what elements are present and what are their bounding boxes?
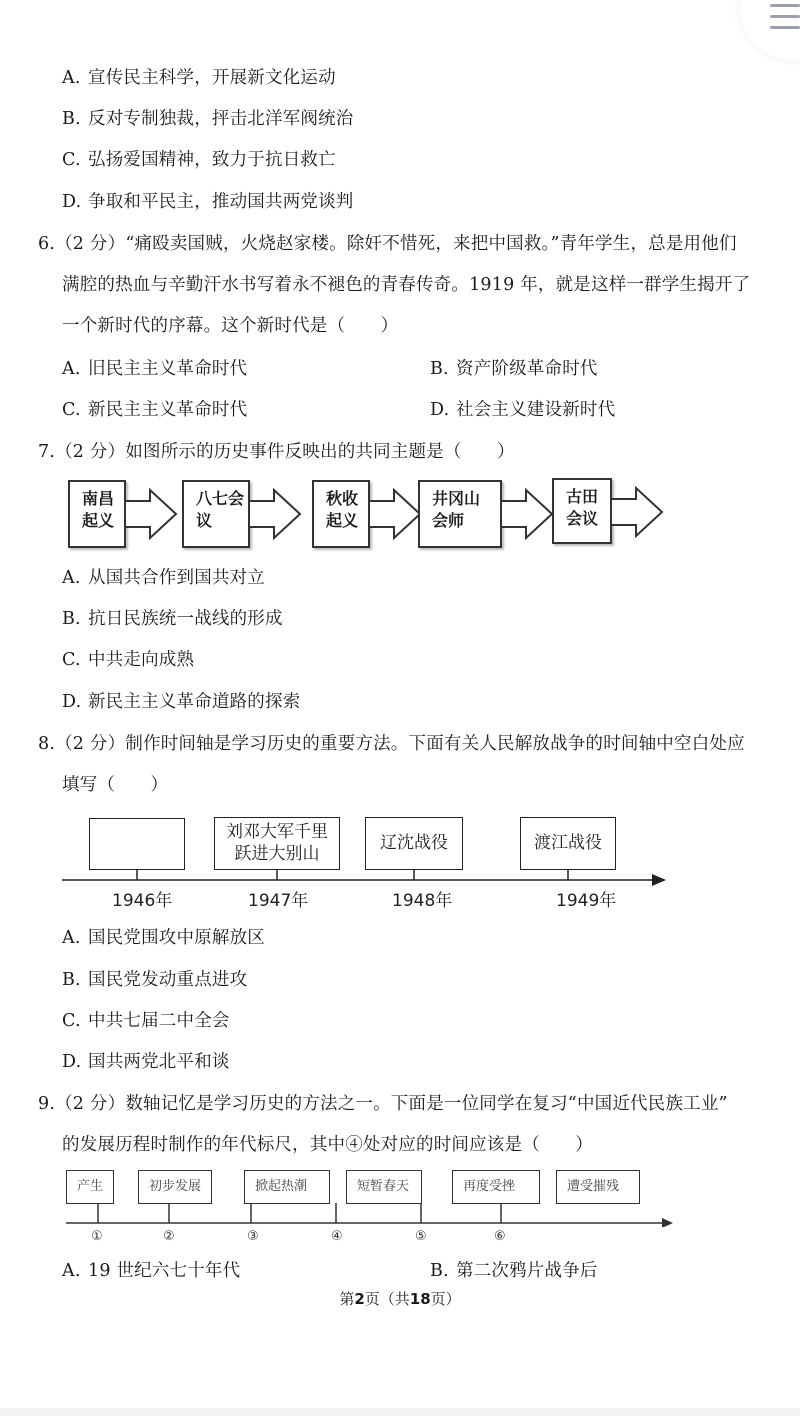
timeline-box-blank [89,818,185,870]
arrow-right-icon [500,488,556,540]
flow-box: 古田 会议 [552,478,612,544]
page-number: 第2页（共18页） [339,1290,461,1308]
option-a: A. 从国共合作到国共对立 [62,568,265,588]
scale-box: 产生 [66,1170,114,1204]
question-stem-line: 一个新时代的序幕。这个新时代是（ ） [62,316,399,336]
option-b: B. 资产阶级革命时代 [430,359,598,379]
bottom-edge [0,1408,800,1416]
question-stem-line: 满腔的热血与辛勤汗水书写着永不褪色的青春传奇。1919 年，就是这样一群学生揭开了 [62,275,751,295]
option-d: D. 争取和平民主，推动国共两党谈判 [62,192,354,212]
flow-box: 南昌 起义 [68,480,126,548]
scale-mark: ① [91,1229,103,1244]
flow-box: 井冈山 会师 [418,480,502,548]
option-c: C. 中共走向成熟 [62,650,195,670]
option-c: C. 弘扬爱国精神，致力于抗日救亡 [62,150,336,170]
scale-box: 初步发展 [138,1170,212,1204]
scale-box: 短暂春天 [346,1170,422,1204]
option-a: A. 国民党围攻中原解放区 [62,928,265,948]
scale-mark: ④ [331,1229,343,1244]
question-stem: 7.（2 分）如图所示的历史事件反映出的共同主题是（ ） [38,442,515,462]
question-stem: 8.（2 分）制作时间轴是学习历史的重要方法。下面有关人民解放战争的时间轴中空白处应 [38,734,745,754]
scale-axis [60,1203,680,1227]
scale-box: 遭受摧残 [556,1170,640,1204]
arrow-right-icon [610,486,666,538]
option-a: A. 旧民主主义革命时代 [62,359,248,379]
menu-button[interactable] [740,0,800,60]
question-stem: 9.（2 分）数轴记忆是学习历史的方法之一。下面是一位同学在复习“中国近代民族工业” [38,1094,728,1114]
scale-mark: ⑤ [415,1229,427,1244]
option-d: D. 社会主义建设新时代 [430,400,616,420]
arrow-right-icon [124,488,180,540]
timeline-box: 辽沈战役 [365,817,463,870]
option-b: B. 国民党发动重点进攻 [62,970,248,990]
option-a: A. 宣传民主科学，开展新文化运动 [62,68,336,88]
arrow-right-icon [248,488,304,540]
timeline-axis [60,868,670,888]
flow-box: 八七会 议 [182,480,250,548]
question-stem: 6.（2 分）“痛殴卖国贼，火烧赵家楼。除奸不惜死，来把中国救。”青年学生，总是用他们 [38,234,737,254]
option-b: B. 第二次鸦片战争后 [430,1261,598,1281]
arrow-right-icon [368,488,424,540]
timeline-year: 1948年 [392,891,453,911]
scale-mark: ⑥ [494,1229,506,1244]
option-a: A. 19 世纪六七十年代 [62,1261,241,1281]
scale-box: 掀起热潮 [244,1170,330,1204]
option-d: D. 新民主主义革命道路的探索 [62,692,301,712]
question-stem-line: 的发展历程时制作的年代标尺，其中④处对应的时间应该是（ ） [62,1135,593,1155]
flow-box: 秋收 起义 [312,480,370,548]
question-stem-line: 填写（ ） [62,775,169,795]
timeline-year: 1949年 [556,891,617,911]
scale-box: 再度受挫 [452,1170,540,1204]
scale-mark: ② [163,1229,175,1244]
timeline-year: 1947年 [248,891,309,911]
option-d: D. 国共两党北平和谈 [62,1052,230,1072]
option-c: C. 新民主主义革命时代 [62,400,248,420]
timeline-box: 刘邓大军千里 跃进大别山 [214,817,340,870]
timeline-year: 1946年 [112,891,173,911]
scale-mark: ③ [247,1229,259,1244]
option-c: C. 中共七届二中全会 [62,1011,230,1031]
timeline-box: 渡江战役 [520,817,616,870]
option-b: B. 反对专制独裁，抨击北洋军阀统治 [62,109,354,129]
option-b: B. 抗日民族统一战线的形成 [62,609,283,629]
